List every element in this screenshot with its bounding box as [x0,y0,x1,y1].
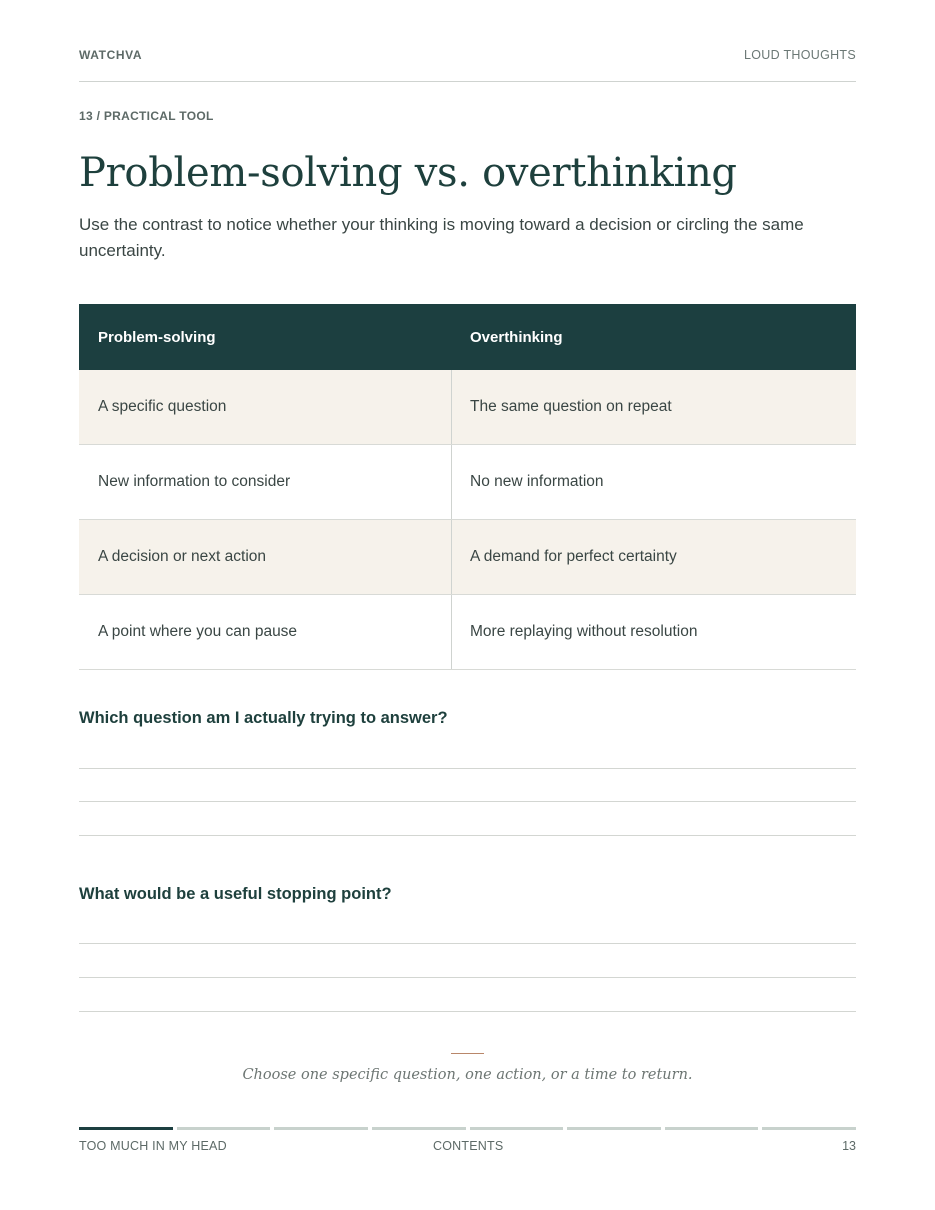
writing-line[interactable] [79,977,856,978]
table-header-row [79,304,856,370]
progress-segment [79,1127,173,1130]
closing-note: Choose one specific question, one action, or a time to return. [242,1067,693,1083]
series-name: LOUD THOUGHTS [743,48,856,62]
brand-name: WATCHVA [79,48,143,62]
comparison-table [79,304,856,670]
writing-line[interactable] [79,768,856,769]
table-cell: New information to consider [79,445,452,519]
table-cell: More replaying without resolution [470,623,698,640]
table-row [79,520,856,595]
progress-segment [762,1127,856,1130]
footer-contents-link[interactable]: CONTENTS [433,1139,504,1153]
writing-line[interactable] [79,1011,856,1012]
table-row [79,445,856,520]
column-header-overthinking: Overthinking [470,328,563,346]
table-cell: The same question on repeat [470,398,672,415]
table-row [79,595,856,670]
running-header [79,46,856,66]
table-cell: A point where you can pause [79,595,452,669]
writing-line[interactable] [79,943,856,944]
reflection-prompt-question: Which question am I actually trying to answer? [79,709,448,727]
progress-segment [567,1127,661,1130]
table-row [79,370,856,445]
footer-book-title[interactable]: TOO MUCH IN MY HEAD [79,1139,227,1153]
writing-line[interactable] [79,835,856,836]
reflection-prompt-stopping-point: What would be a useful stopping point? [79,885,392,903]
progress-segment [470,1127,564,1130]
workbook-page [79,0,856,1210]
progress-segment [372,1127,466,1130]
progress-segment [274,1127,368,1130]
reading-progress-bar [79,1127,856,1131]
progress-segment [177,1127,271,1130]
table-cell: A demand for perfect certainty [470,548,677,565]
column-header-problem-solving: Problem-solving [98,328,216,346]
page-title: Problem-solving vs. overthinking [79,150,737,196]
header-divider [79,81,856,82]
writing-line[interactable] [79,801,856,802]
table-cell: A specific question [79,370,452,444]
accent-divider [451,1053,484,1054]
table-cell: No new information [470,473,604,490]
progress-segment [665,1127,759,1130]
section-label: 13 / PRACTICAL TOOL [79,109,214,123]
table-cell: A decision or next action [79,520,452,594]
page-number: 13 [842,1139,856,1153]
intro-text: Use the contrast to notice whether your thinking is moving toward a decision or circling the same uncertainty. [79,215,804,260]
